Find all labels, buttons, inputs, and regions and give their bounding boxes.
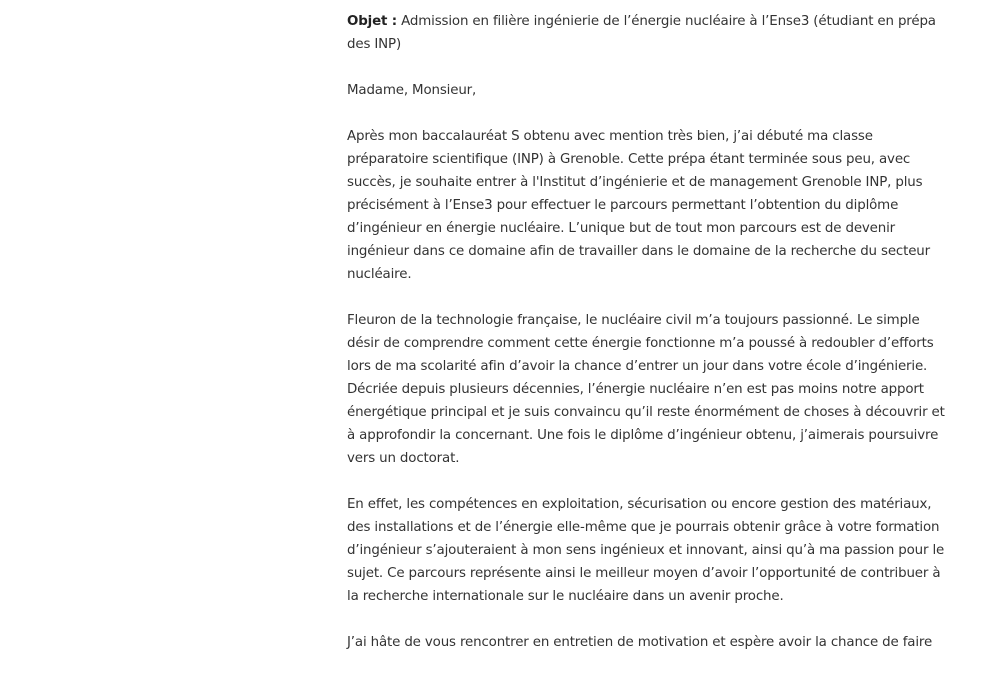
paragraph-intro: Après mon baccalauréat S obtenu avec mention très bien, j’ai débuté ma classe préparatoire scientifique (INP) à Grenoble. Cette prépa étant terminée sous peu, avec succès, je souhaite entrer à l'Institut d’ingénierie et de management Grenoble INP, plus précisément à l’Ense3 pour effectuer le parcours permettant l’obtention du diplôme d’ingénieur en énergie nucléaire. L’unique but de tout mon parcours est de devenir ingénieur dans ce domaine afin de travailler dans le domaine de la recherche du secteur nucléaire.	[347, 129, 931, 282]
paragraph-motivation: Fleuron de la technologie française, le nucléaire civil m’a toujours passionné. Le simple désir de comprendre comment cette énergie fonctionne m’a poussé à redoubler d’efforts lors de ma scolarité afin d’avoir la chance d’entrer un jour dans votre école d’ingénierie. Décriée depuis plusieurs décennies, l’énergie nucléaire n’en est pas moins notre apport énergétique principal et je suis convaincu qu’il reste énormément de choses à découvrir et à approfondir la concernant. Une fois le diplôme d’ingénieur obtenu, j’aimerais poursuivre vers un doctorat.	[347, 313, 945, 466]
subject-line	[347, 10, 955, 56]
subject-text: Admission en filière ingénierie de l’énergie nucléaire à l’Ense3 (étudiant en prépa des INP)	[347, 14, 936, 52]
subject-label: Objet :	[347, 14, 398, 29]
paragraph-skills: En effet, les compétences en exploitation, sécurisation ou encore gestion des matériaux, des installations et de l’énergie elle-même que je pourrais obtenir grâce à votre formation d’ingénieur s’ajouteraient à mon sens ingénieux et innovant, ainsi qu’à ma passion pour le sujet. Ce parcours représente ainsi le meilleur moyen d’avoir l’opportunité de contribuer à la recherche internationale sur le nucléaire dans un avenir proche.	[347, 497, 945, 604]
salutation: Madame, Monsieur,	[347, 83, 477, 98]
paragraph-closing: J’ai hâte de vous rencontrer en entretien de motivation et espère avoir la chance de faire	[347, 635, 933, 650]
letter-body	[347, 10, 955, 677]
